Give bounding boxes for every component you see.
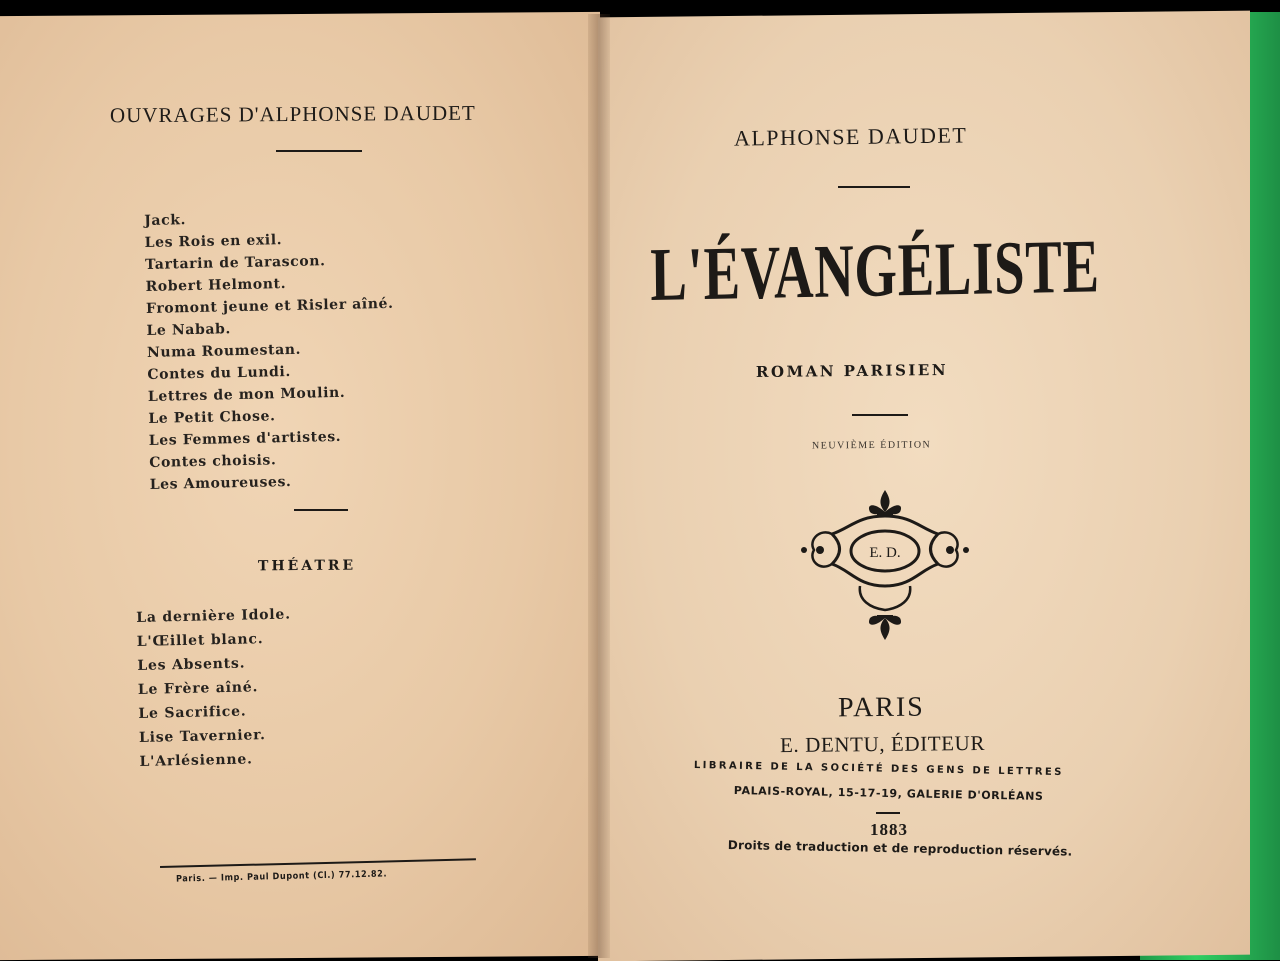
list-item: Le Nabab. xyxy=(146,321,232,339)
list-item: Robert Helmont. xyxy=(145,276,287,295)
works-header: OUVRAGES D'ALPHONSE DAUDET xyxy=(109,100,476,128)
publisher-name: E. DENTU, ÉDITEUR xyxy=(779,730,986,758)
publisher-mark-fleur-de-lis-cartouche-icon xyxy=(800,488,970,644)
subtitle-rule xyxy=(852,414,908,416)
list-item: Tartarin de Tarascon. xyxy=(144,253,326,273)
book-subtitle: ROMAN PARISIEN xyxy=(755,360,949,382)
plays-list xyxy=(136,602,294,773)
list-item: Jack. xyxy=(144,212,187,229)
list-item: Le Frère aîné. xyxy=(137,679,259,698)
list-item: Le Petit Chose. xyxy=(148,408,276,427)
right-page xyxy=(598,11,1250,961)
header-rule xyxy=(276,150,362,152)
printer-imprint: Paris. — Imp. Paul Dupont (Cl.) 77.12.82. xyxy=(175,869,388,885)
list-item: Le Sacrifice. xyxy=(138,703,247,722)
publisher-address: PALAIS-ROYAL, 15-17-19, GALERIE D'ORLÉANS xyxy=(733,784,1044,803)
rights-notice: Droits de traduction et de reproduction réservés. xyxy=(727,838,1073,859)
list-item: Les Rois en exil. xyxy=(144,232,283,251)
edition-label: NEUVIÈME ÉDITION xyxy=(811,439,932,452)
list-item: Numa Roumestan. xyxy=(146,341,302,361)
list-item: La dernière Idole. xyxy=(136,606,292,626)
list-item: Contes choisis. xyxy=(149,452,277,471)
author-name: ALPHONSE DAUDET xyxy=(733,122,968,151)
works-list xyxy=(144,205,397,496)
publisher-city: PARIS xyxy=(837,691,925,724)
works-rule xyxy=(294,509,348,511)
list-item: L'Œillet blanc. xyxy=(136,631,264,650)
publication-year: 1883 xyxy=(870,820,908,839)
list-item: L'Arlésienne. xyxy=(139,751,253,770)
list-item: Fromont jeune et Risler aîné. xyxy=(145,295,394,317)
list-item: Les Absents. xyxy=(137,655,246,674)
publisher-society: LIBRAIRE DE LA SOCIÉTÉ DES GENS DE LETTRES xyxy=(693,760,1064,779)
book-title: L'ÉVANGÉLISTE xyxy=(650,224,1101,317)
book-gutter xyxy=(588,14,610,958)
author-rule xyxy=(838,186,910,188)
theatre-heading: THÉATRE xyxy=(257,557,357,575)
list-item: Lise Tavernier. xyxy=(138,727,266,746)
list-item: Les Amoureuses. xyxy=(149,473,292,493)
emblem-initials: E. D. xyxy=(869,545,901,561)
year-rule xyxy=(876,812,900,814)
list-item: Les Femmes d'artistes. xyxy=(148,428,342,449)
list-item: Contes du Lundi. xyxy=(147,363,292,383)
list-item: Lettres de mon Moulin. xyxy=(147,384,346,405)
